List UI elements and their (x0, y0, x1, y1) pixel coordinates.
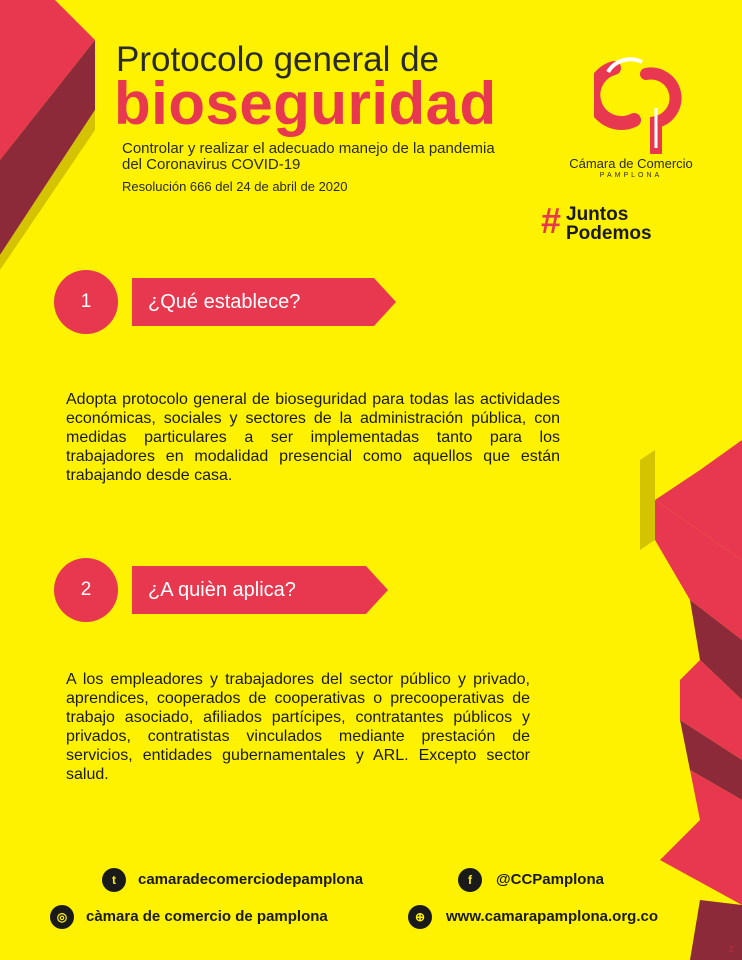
ribbon-right-shadow (640, 450, 655, 550)
logo-city: PAMPLONA (599, 172, 663, 179)
section-2-banner (54, 558, 394, 622)
subtitle (122, 141, 562, 173)
section-2-number: 2 (54, 558, 118, 622)
twitter-handle-link[interactable]: camaradecomerciodepamplona (138, 871, 364, 888)
campaign-line-1: Juntos (566, 204, 629, 225)
ribbon-right-bottom-dark (690, 900, 742, 960)
section-2-arrow-icon (362, 566, 388, 614)
title-line-1: Protocolo general de (116, 40, 439, 79)
subtitle-line-2: del Coronavirus COVID-19 (122, 156, 301, 173)
web-icon[interactable]: ⊕ (408, 905, 432, 929)
instagram-handle-link[interactable]: càmara de comercio de pamplona (86, 908, 328, 925)
section-2-heading-bar (132, 566, 364, 614)
section-1-heading: ¿Qué establece? (148, 290, 301, 313)
facebook-handle-link[interactable]: @CCPamplona (496, 871, 604, 888)
section-2-body: A los empleadores y trabajadores del sector público y privado, aprendices, cooperados de cooperativas o precooperativas de trabajo asociado, afiliados partícipes, contratantes públicos y privados, contratistas vinculados mediante prestación de servicios, entidades gubernamentales y ARL. Excepto sector salud. (66, 671, 530, 783)
title-line-2: bioseguridad (114, 70, 497, 137)
subtitle-line-1: Controlar y realizar el adecuado manejo de la pandemia (122, 140, 495, 157)
resolution-text: Resolución 666 del 24 de abril de 2020 (122, 179, 348, 194)
website-link[interactable]: www.camarapamplona.org.co (446, 908, 658, 925)
section-1-number: 1 (54, 270, 118, 334)
campaign-text (566, 205, 652, 243)
section-1-body: Adopta protocolo general de bioseguridad para todas las actividades económicas, sociales y sectores de la administración pública, con medidas particulares a ser implementadas tanto para los trabajadores en modalidad presencial como aquellos que están trabajando desde casa. (66, 391, 560, 484)
instagram-icon[interactable]: ◎ (50, 905, 74, 929)
logo-name: Cámara de Comercio (569, 156, 693, 171)
facebook-icon[interactable]: f (458, 868, 482, 892)
campaign-line-2: Podemos (566, 223, 652, 244)
hashtag-symbol: # (541, 200, 562, 241)
section-1-arrow-icon (370, 278, 396, 326)
chamber-logo-icon (594, 48, 690, 154)
twitter-icon[interactable]: t (102, 868, 126, 892)
section-1-heading-bar (132, 278, 372, 326)
section-2-heading: ¿A quièn aplica? (148, 578, 296, 601)
page-number: 2 (729, 945, 734, 954)
section-1-banner (54, 270, 394, 334)
